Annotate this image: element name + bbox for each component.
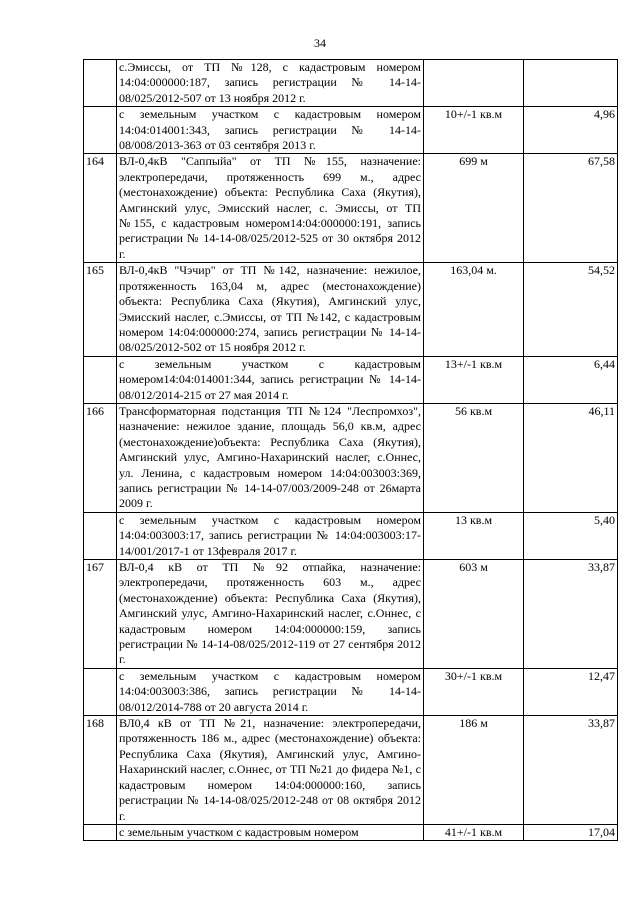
- row-size: 603 м: [424, 560, 524, 669]
- property-registry-table: [83, 59, 618, 841]
- row-size: 56 кв.м: [424, 403, 524, 512]
- row-description: с земельным участком с кадастровым номером14:04:014001:344, запись регистрации № 14-14-08/012/2014-215 от 27 мая 2014 г.: [117, 356, 424, 403]
- row-size: 13 кв.м: [424, 512, 524, 559]
- table-row: [84, 668, 618, 715]
- row-description: с земельным участком с кадастровым номером: [117, 824, 424, 840]
- row-number: 168: [84, 716, 117, 825]
- row-number: [84, 668, 117, 715]
- row-description: ВЛ-0,4кВ "Саппыйа" от ТП №155, назначение: электропередачи, протяженность 699 м., адрес (местонахождение) объекта: Республика Саха (Якутия), Амгинский улус, Эмисский наслег, с. Эмиссы, от ТП №155, с кадастровым номером14:04:000000:191, запись регистрации № 14-14-08/025/2012-525 от 30 октября 2012 г.: [117, 154, 424, 263]
- row-description: с земельным участком с кадастровым номером 14:04:014001:343, запись регистрации № 14-14-08/008/2013-363 от 03 сентября 2013 г.: [117, 107, 424, 154]
- row-size: 13+/-1 кв.м: [424, 356, 524, 403]
- row-description: ВЛ-0,4 кВ от ТП №92 отпайка, назначение: электропередачи, протяженность 603 м., адрес (местонахождение) объекта: Республика Саха (Якутия), Амгинский улус, Амгино-Нахаринский наслег, с.Оннес, с кадастровым номером 14:04:000000:159, запись регистрации № 14-14-08/025/2012-119 от 27 сентября 2012 г.: [117, 560, 424, 669]
- row-description: с земельным участком с кадастровым номером 14:04:003003:17, запись регистрации № 14:04:003003:17-14/001/2017-1 от 13февраля 2017 г.: [117, 512, 424, 559]
- table-row: [84, 512, 618, 559]
- table-row: [84, 824, 618, 840]
- row-size: 10+/-1 кв.м: [424, 107, 524, 154]
- row-size: 699 м: [424, 154, 524, 263]
- table-row: [84, 356, 618, 403]
- row-number: 166: [84, 403, 117, 512]
- table-row: [84, 60, 618, 107]
- table-row: [84, 107, 618, 154]
- row-value: 46,11: [524, 403, 618, 512]
- row-value: 6,44: [524, 356, 618, 403]
- row-number: [84, 356, 117, 403]
- row-number: 167: [84, 560, 117, 669]
- table-row: [84, 560, 618, 669]
- row-number: [84, 60, 117, 107]
- table-row: [84, 154, 618, 263]
- row-number: [84, 512, 117, 559]
- row-value: 17,04: [524, 824, 618, 840]
- row-number: 164: [84, 154, 117, 263]
- row-size: [424, 60, 524, 107]
- row-value: 54,52: [524, 263, 618, 356]
- row-value: [524, 60, 618, 107]
- row-value: 5,40: [524, 512, 618, 559]
- row-description: Трансформаторная подстанция ТП №124 "Леспромхоз", назначение: нежилое здание, площадь 56,0 кв.м, адрес (местонахождение)объекта: Республика Саха (Якутия), Амгинский улус, Амгино-Нахаринский наслег, с.Оннес, ул. Ленина, с кадастровым номером 14:04:003003:369, запись регистрации № 14-14-07/003/2009-248 от 26марта 2009 г.: [117, 403, 424, 512]
- row-value: 33,87: [524, 560, 618, 669]
- page-number: 34: [314, 36, 326, 50]
- row-size: 163,04 м.: [424, 263, 524, 356]
- row-number: 165: [84, 263, 117, 356]
- row-description: ВЛ0,4 кВ от ТП №21, назначение: электропередачи, протяженность 186 м., адрес (местонахождение) объекта: Республика Саха (Якутия), Амгинский улус, Амгино-Нахаринский наслег, с.Оннес, от ТП №21 до фидера №1, с кадастровым номером 14:04:000000:160, запись регистрации № 14-14-08/025/2012-248 от 08 октября 2012 г.: [117, 716, 424, 825]
- row-description: с.Эмиссы, от ТП №128, с кадастровым номером 14:04:000000:187, запись регистрации № 14-14-08/025/2012-507 от 13 ноября 2012 г.: [117, 60, 424, 107]
- table-row: [84, 263, 618, 356]
- row-number: [84, 107, 117, 154]
- table-row: [84, 716, 618, 825]
- row-size: 186 м: [424, 716, 524, 825]
- row-description: ВЛ-0,4кВ "Чэчир" от ТП №142, назначение: нежилое, протяженность 163,04 м, адрес (местонахождение) объекта: Республика Саха (Якутия), Амгинский улус, Эмисский наслег, с.Эмиссы, от ТП №142, с кадастровым номером 14:04:000000:274, запись регистрации № 14-14-08/025/2012-502 от 15 ноября 2012 г.: [117, 263, 424, 356]
- row-value: 12,47: [524, 668, 618, 715]
- row-value: 67,58: [524, 154, 618, 263]
- row-value: 4,96: [524, 107, 618, 154]
- row-number: [84, 824, 117, 840]
- table-row: [84, 403, 618, 512]
- row-size: 41+/-1 кв.м: [424, 824, 524, 840]
- row-size: 30+/-1 кв.м: [424, 668, 524, 715]
- row-description: с земельным участком с кадастровым номером 14:04:003003:386, запись регистрации № 14-14-08/012/2014-788 от 20 августа 2014 г.: [117, 668, 424, 715]
- row-value: 33,87: [524, 716, 618, 825]
